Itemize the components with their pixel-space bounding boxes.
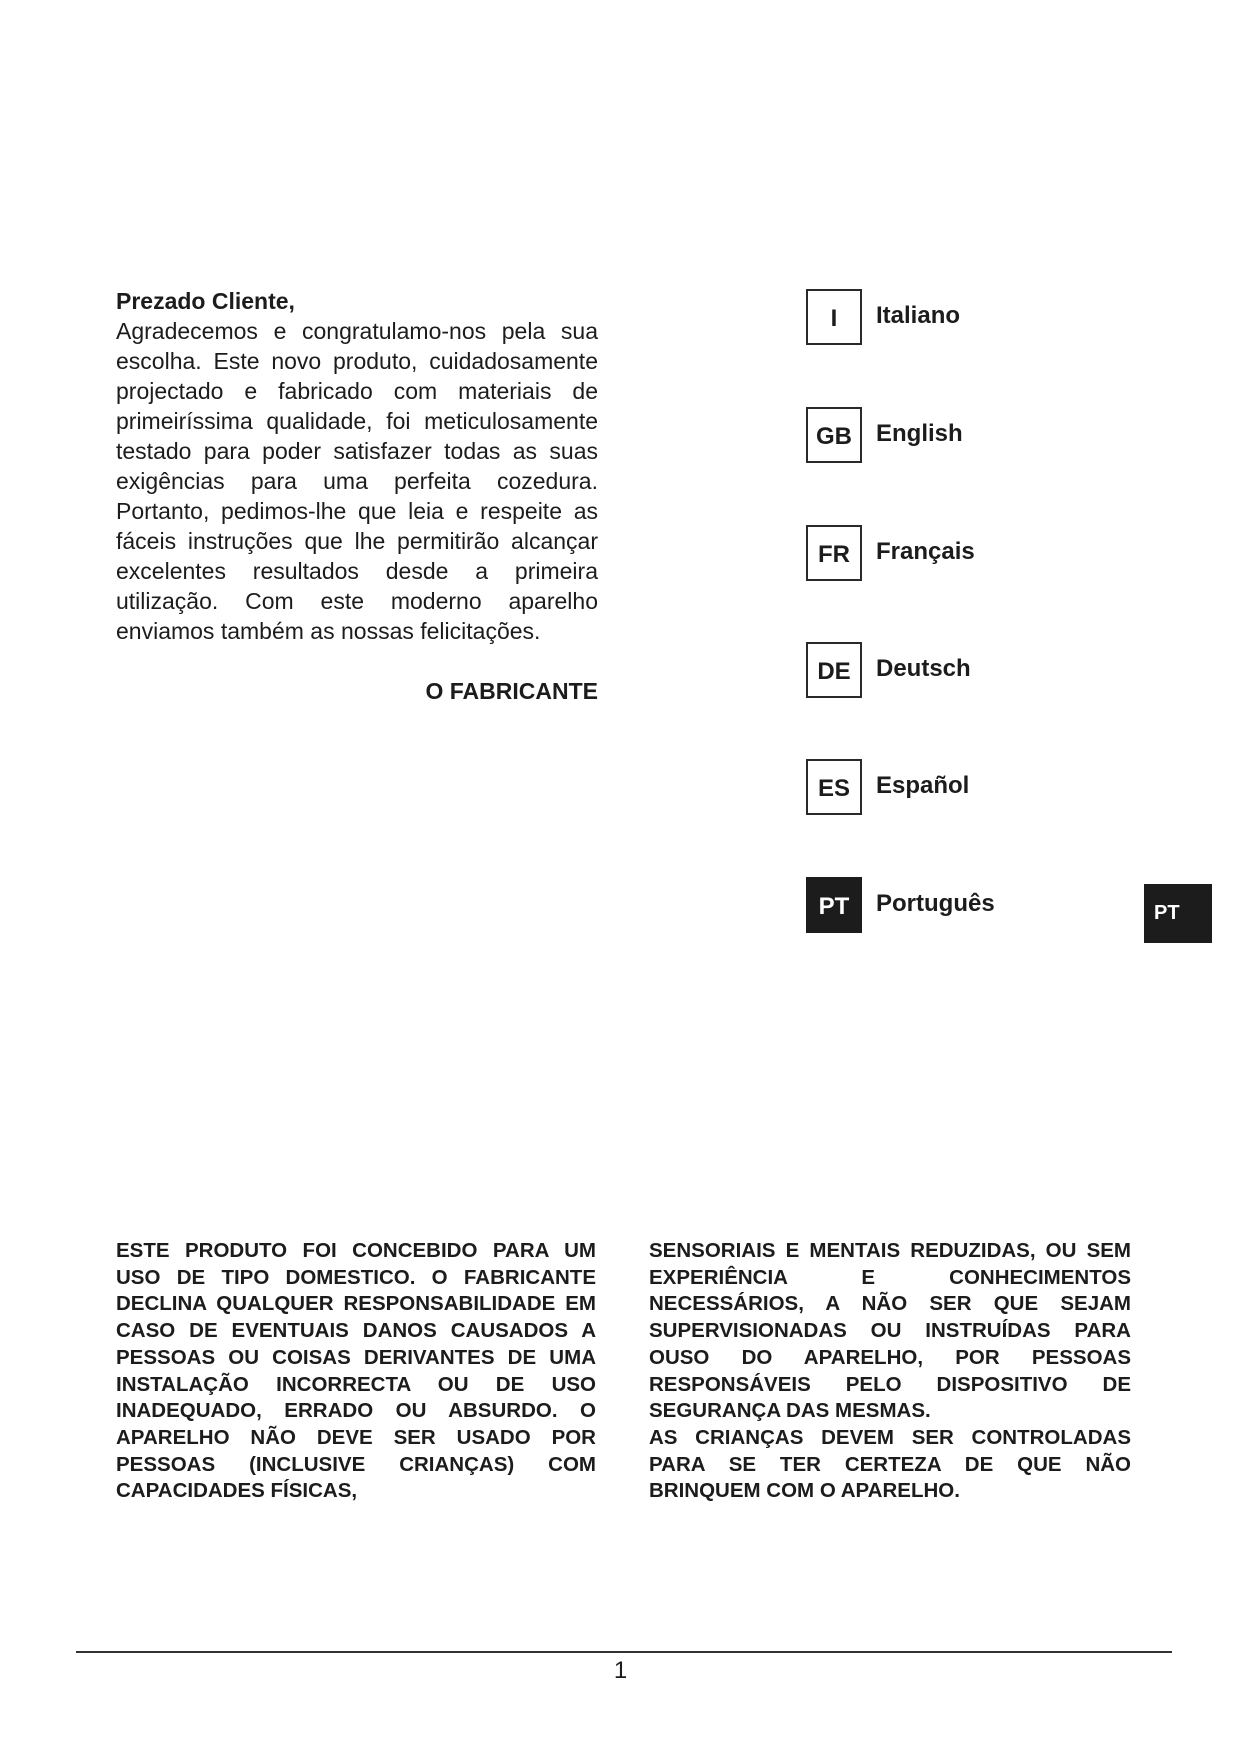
page-number: 1	[613, 1657, 628, 1684]
language-code-box: GB	[806, 407, 862, 463]
language-code-box: DE	[806, 642, 862, 698]
language-item-espanol[interactable]	[806, 759, 1206, 819]
language-item-italiano[interactable]	[806, 289, 1206, 349]
warning-text: SENSORIAIS E MENTAIS REDUZIDAS, OU SEM EXPERIÊNCIA E CONHECIMENTOS NECESSÁRIOS, A NÃO SER QUE SEJAM SUPERVISIONADAS OU INSTRUÍDAS PARA OUSO DO APARELHO, POR PESSOAS RESPONSÁVEIS PELO DISPOSITIVO DE SEGURANÇA DAS MESMAS.	[649, 1239, 1131, 1423]
language-item-deutsch[interactable]	[806, 642, 1206, 702]
language-name: Português	[876, 890, 995, 917]
language-name: Deutsch	[876, 655, 971, 682]
greeting-letter	[116, 286, 598, 706]
language-name: Italiano	[876, 302, 961, 329]
warning-column-left	[116, 1238, 596, 1505]
greeting-signature: O FABRICANTE	[425, 678, 598, 704]
greeting-salutation: Prezado Cliente,	[116, 288, 295, 314]
language-item-english[interactable]	[806, 407, 1206, 467]
language-code-box: FR	[806, 525, 862, 581]
warning-text: AS CRIANÇAS DEVEM SER CONTROLADAS PARA SE TER CERTEZA DE QUE NÃO BRINQUEM COM O APARELHO.	[649, 1425, 1131, 1503]
language-code-box: ES	[806, 759, 862, 815]
language-item-francais[interactable]	[806, 525, 1206, 585]
greeting-body: Agradecemos e congratulamo-nos pela sua escolha. Este novo produto, cuidadosamente projectado e fabricado com materiais de primeiríssima qualidade, foi meticulosamente testado para poder satisfazer todas as suas exigências para uma perfeita cozedura. Portanto, pedimos-lhe que leia e respeite as fáceis instruções que lhe permitirão alcançar excelentes resultados desde a primeira utilização. Com este moderno aparelho enviamos também as nossas felicitações.	[116, 318, 598, 644]
language-code-box: I	[806, 289, 862, 345]
footer-divider	[76, 1651, 1172, 1653]
warning-column-right	[649, 1238, 1131, 1505]
language-code-box-active: PT	[806, 877, 862, 933]
warning-text: ESTE PRODUTO FOI CONCEBIDO PARA UM USO DE TIPO DOMESTICO. O FABRICANTE DECLINA QUALQUER RESPONSABILIDADE EM CASO DE EVENTUAIS DANOS CAUSADOS A PESSOAS OU COISAS DERIVANTES DE UMA INSTALAÇÃO INCORRECTA OU DE USO INADEQUADO, ERRADO OU ABSURDO. O APARELHO NÃO DEVE SER USADO POR PESSOAS (INCLUSIVE CRIANÇAS) COM CAPACIDADES FÍSICAS,	[116, 1239, 596, 1503]
language-name: English	[876, 420, 963, 447]
section-thumb-tab: PT	[1144, 884, 1212, 943]
language-name: Français	[876, 538, 975, 565]
language-name: Español	[876, 772, 970, 799]
